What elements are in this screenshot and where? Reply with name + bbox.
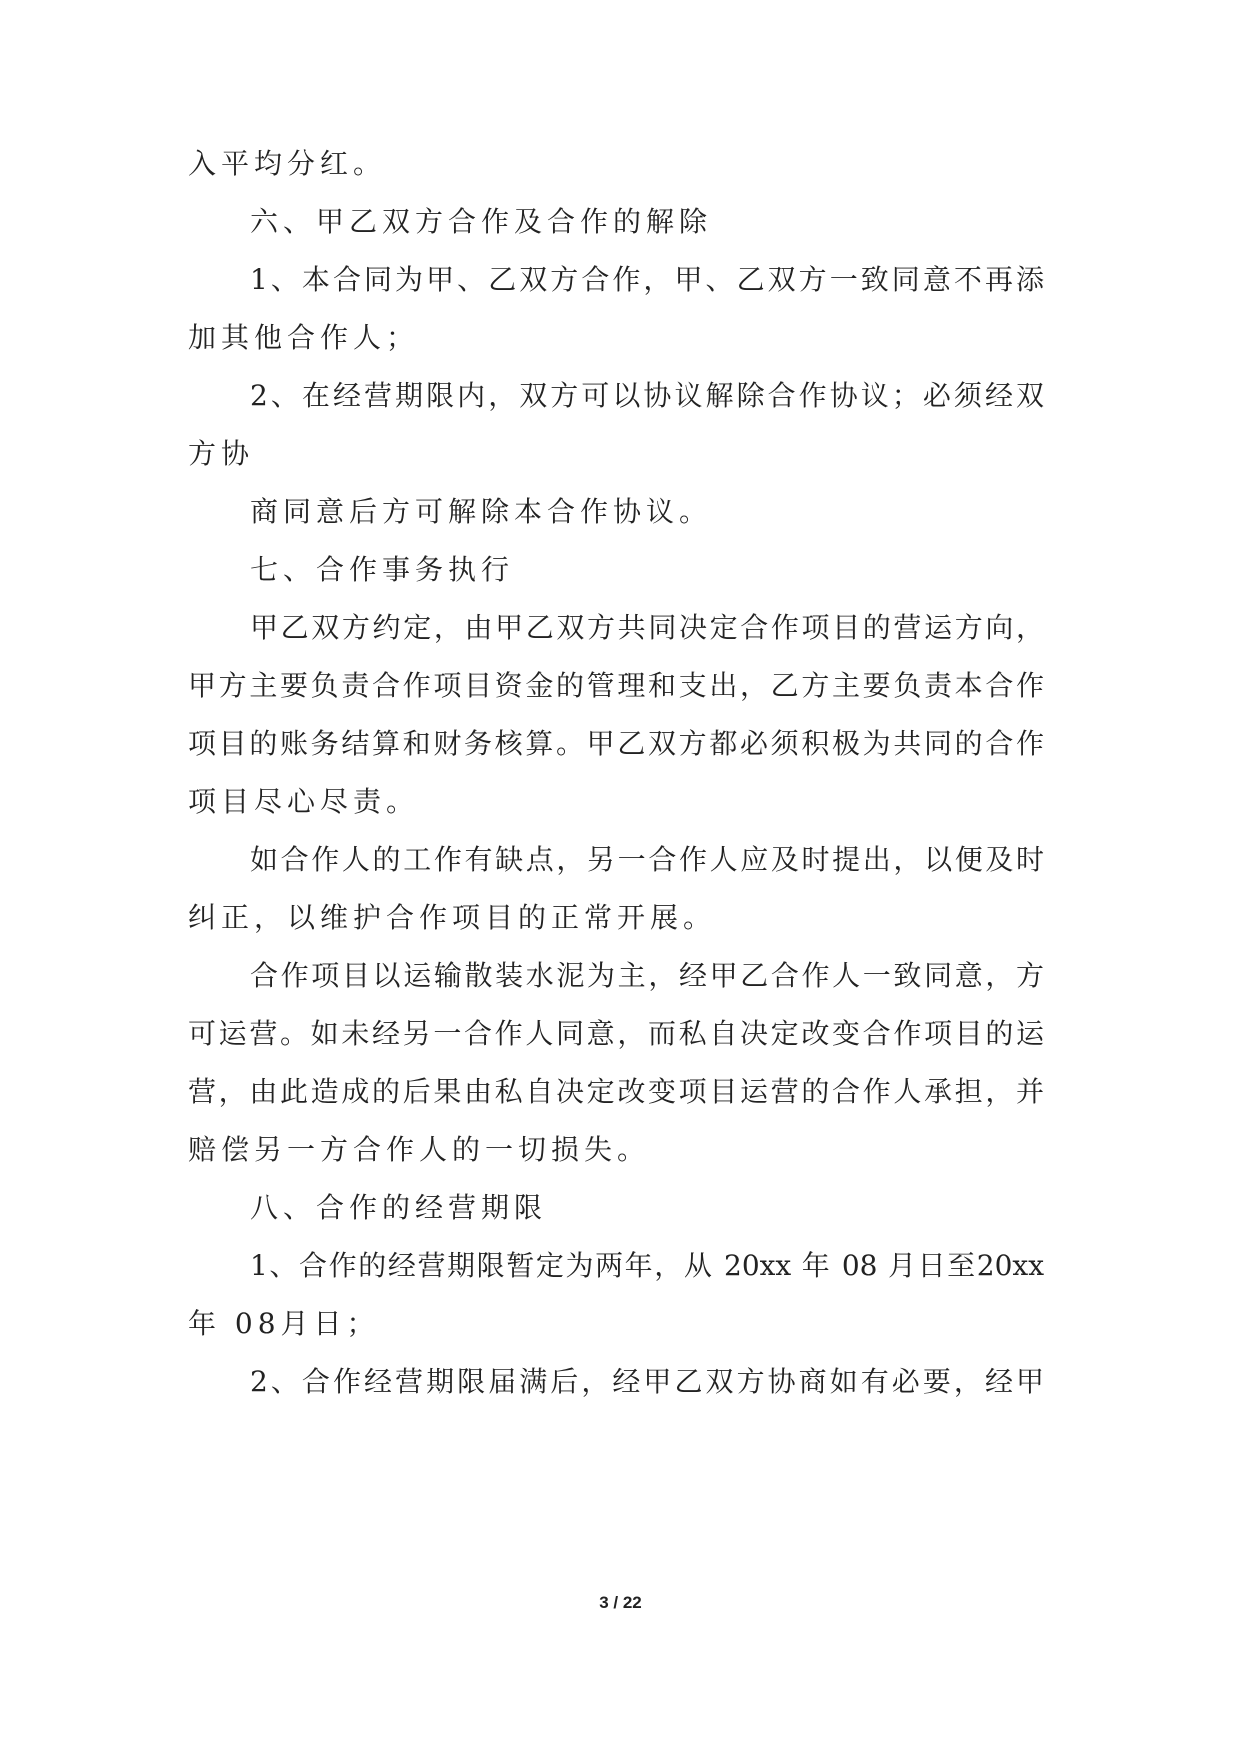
paragraph-line: 项目尽心尽责。	[188, 785, 420, 818]
paragraph-line: 1、本合同为甲、乙双方合作，甲、乙双方一致同意不再添	[250, 263, 1044, 296]
paragraph-line: 年 08月日；	[188, 1307, 380, 1340]
paragraph-line: 纠正，以维护合作项目的正常开展。	[188, 901, 717, 934]
paragraph-line: 甲乙双方约定，由甲乙双方共同决定合作项目的营运方向，	[250, 611, 1044, 644]
paragraph-line: 入平均分红。	[188, 147, 387, 180]
section-heading: 六、甲乙双方合作及合作的解除	[250, 205, 713, 238]
paragraph-line: 加其他合作人；	[188, 321, 420, 354]
paragraph-line: 甲方主要负责合作项目资金的管理和支出，乙方主要负责本合作	[188, 669, 1044, 702]
paragraph-line: 赔偿另一方合作人的一切损失。	[188, 1133, 651, 1166]
paragraph-line: 1、合作的经营期限暂定为两年，从 20xx 年 08 月日至20xx	[250, 1249, 1044, 1282]
paragraph-line: 商同意后方可解除本合作协议。	[250, 495, 713, 528]
page-number: 3 / 22	[599, 1593, 642, 1612]
paragraph-line: 项目的账务结算和财务核算。甲乙双方都必须积极为共同的合作	[188, 727, 1044, 760]
section-heading: 八、合作的经营期限	[250, 1191, 548, 1224]
paragraph-line: 可运营。如未经另一合作人同意，而私自决定改变合作项目的运	[188, 1017, 1044, 1050]
paragraph-line: 方协	[188, 437, 255, 470]
paragraph-line: 如合作人的工作有缺点，另一合作人应及时提出，以便及时	[250, 843, 1044, 876]
section-heading: 七、合作事务执行	[250, 553, 515, 586]
paragraph-line: 营，由此造成的后果由私自决定改变项目运营的合作人承担，并	[188, 1075, 1044, 1108]
paragraph-line: 2、合作经营期限届满后，经甲乙双方协商如有必要，经甲	[250, 1365, 1044, 1398]
paragraph-line: 合作项目以运输散装水泥为主，经甲乙合作人一致同意，方	[250, 959, 1044, 992]
paragraph-line: 2、在经营期限内，双方可以协议解除合作协议；必须经双	[250, 379, 1044, 412]
